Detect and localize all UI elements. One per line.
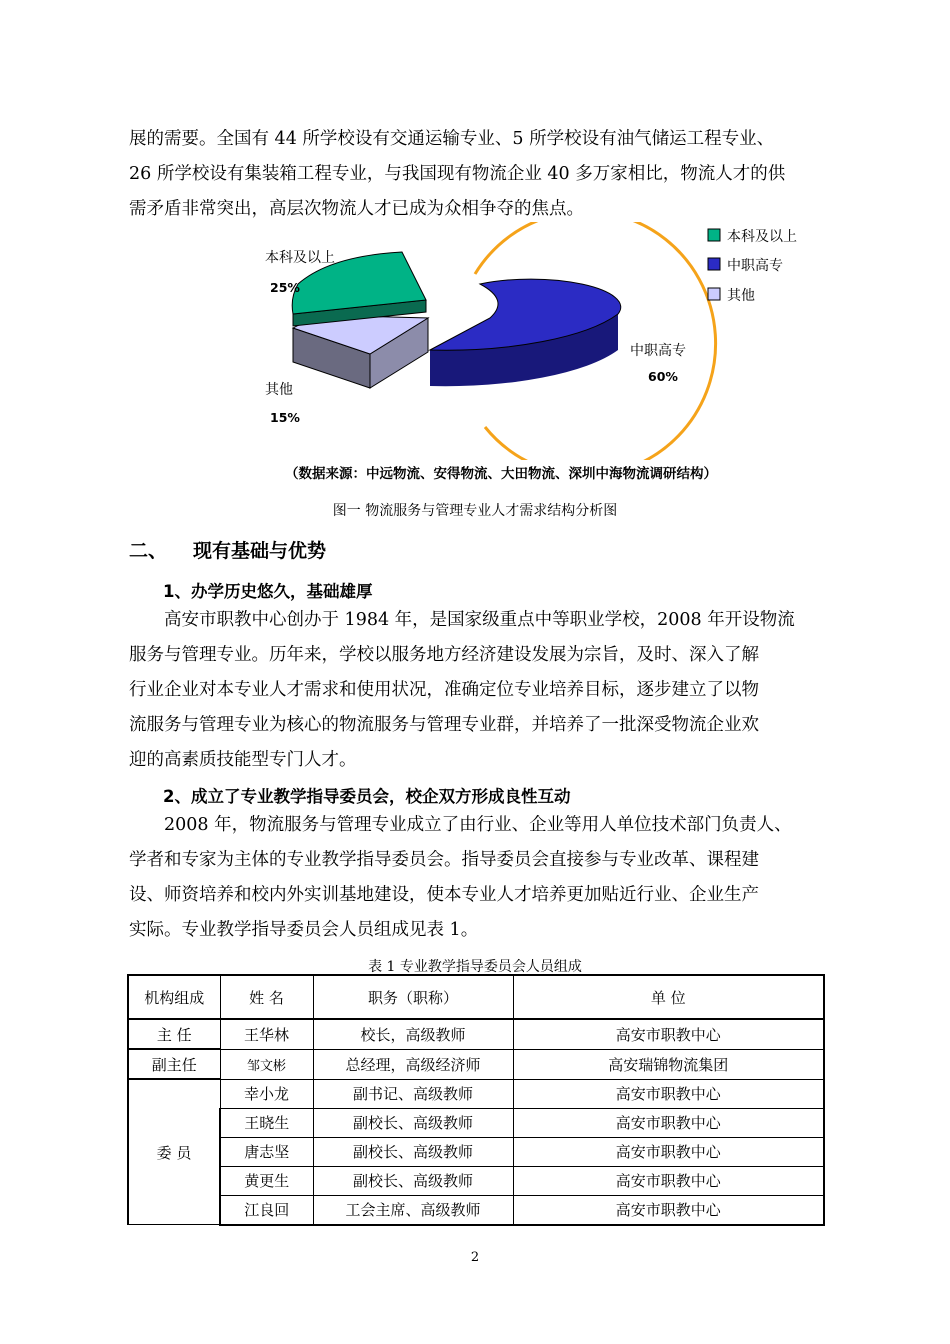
cell-unit: 高安市职教中心 [513,1166,824,1195]
pie-chart [240,222,820,460]
subsection-2-title: 2、成立了专业教学指导委员会，校企双方形成良性互动 [163,787,571,806]
label-qita-pct: 15% [270,410,300,425]
chart-legend [708,228,797,304]
table-row [128,1137,824,1166]
header-name: 姓 名 [220,975,313,1019]
section-title: 现有基础与优势 [193,540,327,562]
text-line: 需矛盾非常突出，高层次物流人才已成为众相争夺的焦点。 [129,199,584,219]
slice-zhongzhi-gaozhuan [430,279,621,386]
cell-name: 王华林 [220,1019,313,1049]
table-row [128,1079,824,1108]
chart-source-note: （数据来源：中远物流、安得物流、大田物流、深圳中海物流调研结构） [285,466,717,482]
cell-group: 委 员 [128,1079,220,1225]
table-row [128,1108,824,1137]
cell-title: 总经理，高级经济师 [313,1049,513,1079]
text-line: 迎的高素质技能型专门人才。 [129,750,357,770]
legend-benke: 本科及以上 [727,229,797,245]
label-benke: 本科及以上 [265,250,335,266]
cell-unit: 高安市职教中心 [513,1137,824,1166]
label-zhongzhi: 中职高专 [630,343,686,359]
text-line: 高安市职教中心创办于 1984 年，是国家级重点中等职业学校，2008 年开设物流 [164,610,795,630]
label-zhongzhi-pct: 60% [648,369,678,384]
legend-qita: 其他 [727,288,755,304]
cell-unit: 高安市职教中心 [513,1195,824,1225]
text-line: 行业企业对本专业人才需求和使用状况，准确定位专业培养目标，逐步建立了以物 [129,680,759,700]
cell-name: 幸小龙 [220,1079,313,1108]
page-number: 2 [470,1250,480,1265]
text-line: 26 所学校设有集装箱工程专业，与我国现有物流企业 40 多万家相比，物流人才的供 [129,164,786,184]
section-number: 二、 [129,540,168,562]
cell-name: 王晓生 [220,1108,313,1137]
cell-unit: 高安市职教中心 [513,1019,824,1049]
text-line: 2008 年，物流服务与管理专业成立了由行业、企业等用人单位技术部门负责人、 [164,815,792,835]
figure-caption: 图一 物流服务与管理专业人才需求结构分析图 [332,503,618,519]
text-line: 服务与管理专业。历年来，学校以服务地方经济建设发展为宗旨，及时、深入了解 [129,645,759,665]
table-row [128,1195,824,1225]
legend-swatch-zhongzhi [708,258,720,270]
cell-unit: 高安市职教中心 [513,1108,824,1137]
cell-name: 黄更生 [220,1166,313,1195]
table-caption: 表 1 专业教学指导委员会人员组成 [368,959,582,975]
committee-table [127,974,825,1226]
cell-name: 江良回 [220,1195,313,1225]
text-line: 设、师资培养和校内外实训基地建设，使本专业人才培养更加贴近行业、企业生产 [129,885,759,905]
cell-title: 副校长、高级教师 [313,1166,513,1195]
cell-name: 邹文彬 [220,1049,313,1079]
cell-name: 唐志坚 [220,1137,313,1166]
cell-title: 校长，高级教师 [313,1019,513,1049]
legend-zhongzhi: 中职高专 [727,258,783,274]
cell-title: 副书记、高级教师 [313,1079,513,1108]
cell-group: 副主任 [128,1049,220,1079]
text-line: 实际。专业教学指导委员会人员组成见表 1。 [129,920,479,940]
cell-title: 副校长、高级教师 [313,1137,513,1166]
subsection-2-paragraph [129,808,829,948]
cell-title: 副校长、高级教师 [313,1108,513,1137]
intro-paragraph [129,122,829,227]
table-row [128,1166,824,1195]
header-group: 机构组成 [128,975,220,1019]
subsection-1-title: 1、办学历史悠久，基础雄厚 [163,582,373,601]
header-title: 职务（职称） [313,975,513,1019]
label-benke-pct: 25% [270,280,300,295]
subsection-1-paragraph [129,603,829,778]
cell-group: 主 任 [128,1019,220,1049]
cell-unit: 高安瑞锦物流集团 [513,1049,824,1079]
legend-swatch-qita [708,288,720,300]
header-unit: 单 位 [513,975,824,1019]
text-line: 学者和专家为主体的专业教学指导委员会。指导委员会直接参与专业改革、课程建 [129,850,759,870]
table-header-row [128,975,824,1019]
section-heading [129,536,326,563]
label-qita: 其他 [265,382,293,398]
text-line: 流服务与管理专业为核心的物流服务与管理专业群，并培养了一批深受物流企业欢 [129,715,759,735]
text-line: 展的需要。全国有 44 所学校设有交通运输专业、5 所学校设有油气储运工程专业、 [129,129,775,149]
cell-unit: 高安市职教中心 [513,1079,824,1108]
legend-swatch-benke [708,229,720,241]
slice-qita [293,316,428,388]
table-row [128,1049,824,1079]
cell-title: 工会主席、高级教师 [313,1195,513,1225]
table-row [128,1019,824,1049]
